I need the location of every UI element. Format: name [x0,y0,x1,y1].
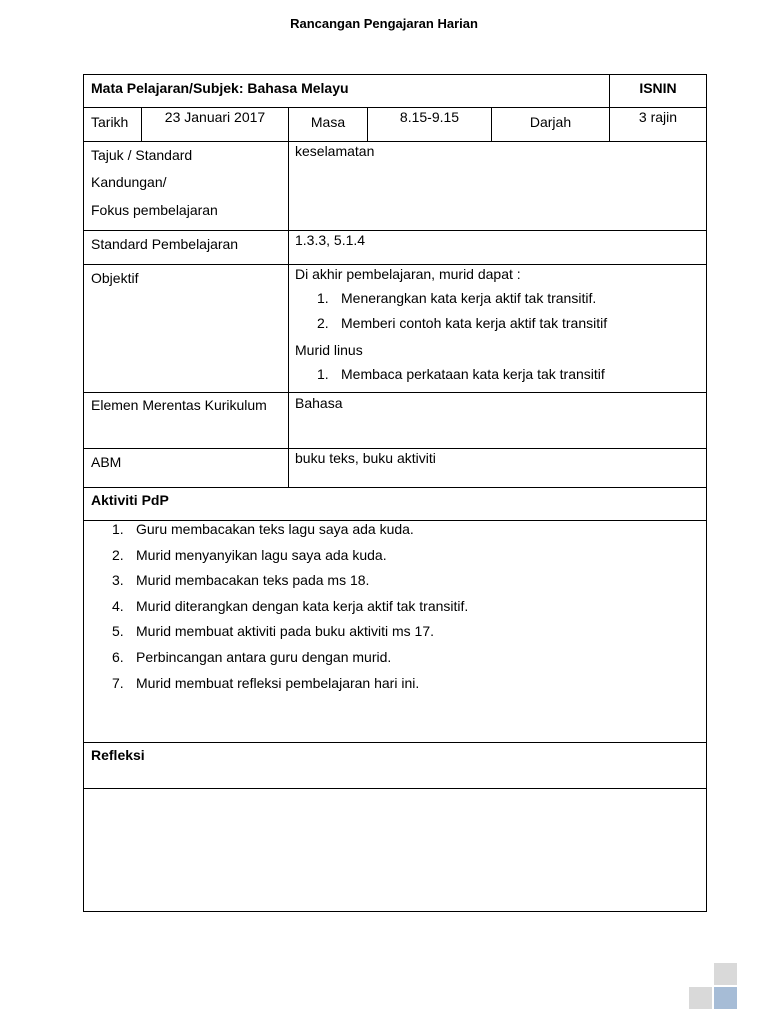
column-divider [288,107,289,488]
list-item: 2. Memberi contoh kata kerja aktif tak transitif [317,315,608,331]
row-divider [83,742,707,743]
refleksi-heading: Refleksi [91,747,145,763]
refleksi-content [91,795,699,905]
list-item: 1. Membaca perkataan kata kerja tak transitif [317,366,605,382]
list-item: 1. Guru membacakan teks lagu saya ada kuda. [112,521,414,537]
day-value: ISNIN [639,80,677,96]
abm-value: buku teks, buku aktiviti [295,450,436,466]
objektif-list [317,286,607,336]
table-border-top [83,74,707,75]
row-divider [83,487,707,488]
elemen-label: Elemen Merentas Kurikulum [91,397,267,413]
objektif-intro: Di akhir pembelajaran, murid dapat : [295,266,521,282]
list-item: 7. Murid membuat refleksi pembelajaran hari ini. [112,674,420,691]
list-item: 3. Murid membacakan teks pada ms 18. [112,572,370,589]
tajuk-label-line-3: Fokus pembelajaran [91,202,218,218]
table-border-left [83,74,84,912]
list-item: 1. Menerangkan kata kerja aktif tak transitif. [317,290,597,306]
corner-square [689,987,712,1009]
list-item: 2. Murid menyanyikan lagu saya ada kuda. [112,546,387,563]
list-item: 4. Murid diterangkan dengan kata kerja aktif tak transitif. [112,597,469,614]
tajuk-label-line-1: Tajuk / Standard [91,147,193,163]
corner-square [714,987,737,1009]
darjah-label: Darjah [529,114,572,130]
list-item: 6. Perbincangan antara guru dengan murid. [112,648,392,665]
objektif-label: Objektif [91,270,139,286]
row-divider [83,448,707,449]
row-divider [83,230,707,231]
page-header: Rancangan Pengajaran Harian [290,16,478,31]
tarikh-value: 23 Januari 2017 [164,109,266,125]
tajuk-value: keselamatan [295,143,375,159]
standard-label: Standard Pembelajaran [91,236,239,252]
abm-label: ABM [91,454,122,470]
tajuk-label-line-2: Kandungan/ [91,174,167,190]
row-divider [83,788,707,789]
table-border-bottom [83,911,707,912]
tarikh-label: Tarikh [91,114,129,130]
elemen-value: Bahasa [295,395,343,411]
masa-value: 8.15-9.15 [399,109,460,125]
row-divider [83,392,707,393]
linus-list [317,362,605,387]
darjah-value: 3 rajin [638,109,678,125]
aktiviti-heading: Aktiviti PdP [91,492,169,508]
aktiviti-list [112,517,468,696]
corner-square [714,963,737,985]
row-divider [83,141,707,142]
masa-label: Masa [310,114,346,130]
subject-label: Mata Pelajaran/Subjek: Bahasa Melayu [91,80,349,96]
standard-value: 1.3.3, 5.1.4 [295,232,366,248]
row-divider [83,264,707,265]
row-divider [83,107,707,108]
list-item: 5. Murid membuat aktiviti pada buku aktiviti ms 17. [112,623,435,640]
murid-linus-label: Murid linus [295,342,363,358]
table-border-right [706,74,707,912]
